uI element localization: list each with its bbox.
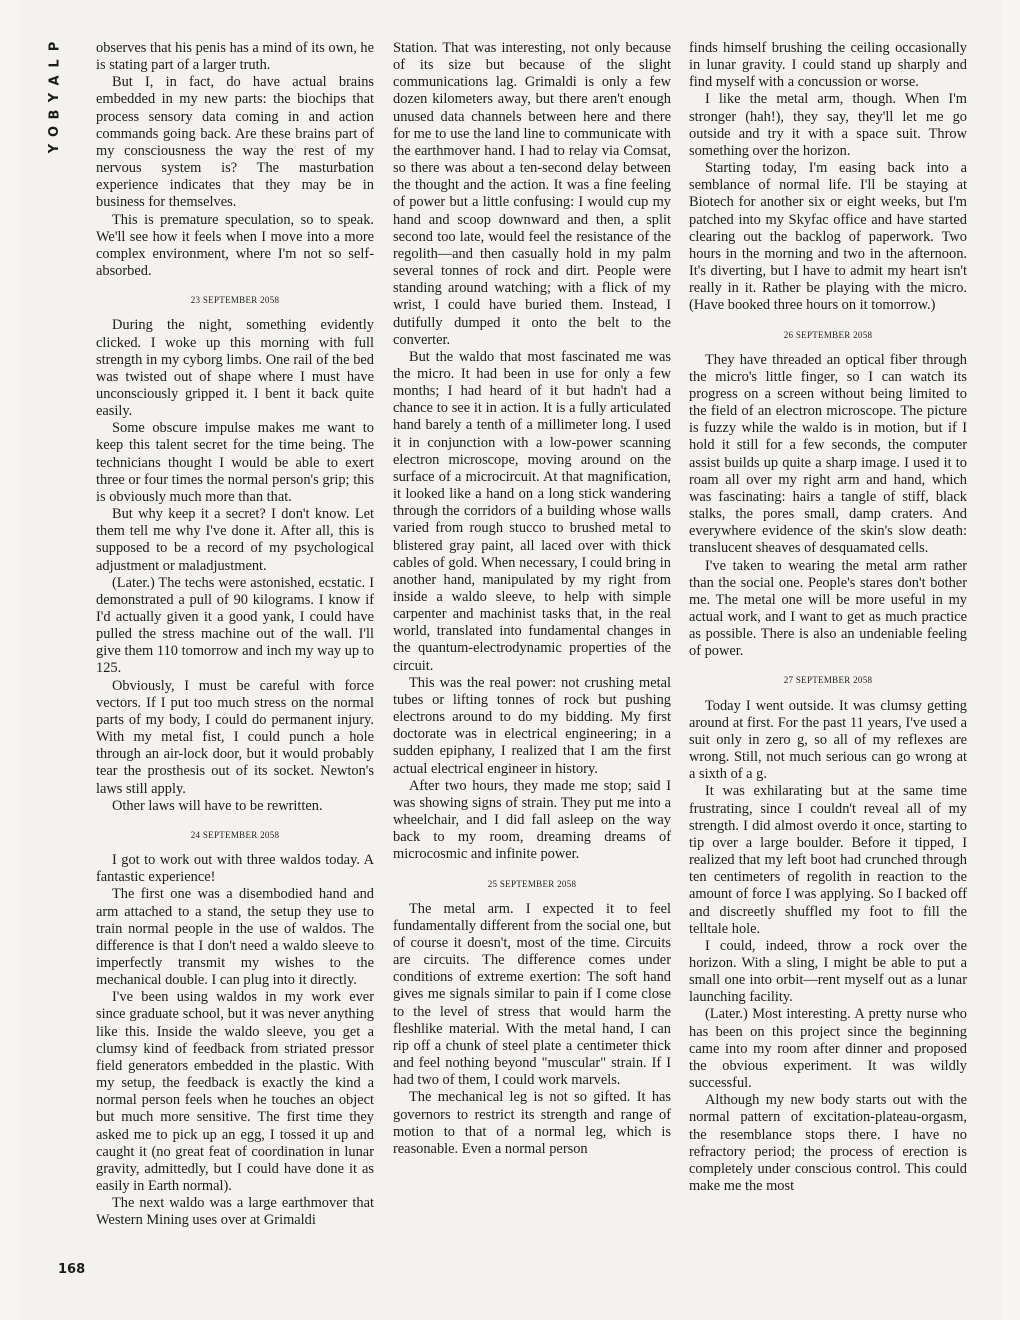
text-column-2 xyxy=(393,40,671,1158)
paragraph: They have threaded an optical fiber through the micro's little finger, so I can watch its progress on a screen without being limited to the field of an electron microscope. The picture is fuzzy while the waldo is in motion, but if I hold it still for a few seconds, the computer assist builds up quite a sharp image. I used it to roam all over my right arm and hand, which was fascinating: hairs a tangle of stiff, black stalks, the pores small, damp craters. And everywhere evidence of the skin's slow death: translucent sheaves of desquamated cells. xyxy=(689,351,967,557)
paragraph: I could, indeed, throw a rock over the horizon. With a sling, I might be able to put a small one into orbit—rent myself out as a lunar launching facility. xyxy=(689,937,967,1006)
paragraph: But the waldo that most fascinated me was the micro. It had been in use for only a few months; I had heard of it but hadn't had a chance to see it in action. It is a fully articulated hand barely a tenth of a millimeter long. I used it in conjunction with a low-power scanning electron microscope, moving around on the surface of a microcircuit. At that magnification, it looked like a hand on a long stick wandering through the corridors of a building whose walls varied from rough stucco to brushed metal to blistered gray paint, all laced over with thick cables of gold. When necessary, I could bring in another hand, manipulated by my right from inside a waldo sleeve, to help with simple carpenter and machinist tasks that, in the real world, translated into fundamental changes in the quantum-electrodynamic properties of the circuit. xyxy=(393,348,671,674)
paragraph: Obviously, I must be careful with force vectors. If I put too much stress on the normal parts of my body, I could do permanent injury. With my metal fist, I could punch a hole through an air-lock door, but it would probably tear the prosthesis out of its socket. Newton's laws still apply. xyxy=(96,677,374,797)
paragraph: The next waldo was a large earthmover that Western Mining uses over at Grimaldi xyxy=(96,1195,374,1229)
text-column-3 xyxy=(689,40,967,1195)
paragraph: After two hours, they made me stop; said I was showing signs of strain. They put me into a wheelchair, and I did fall asleep on the way back to my room, dreaming dreams of microcosmic and infinite power. xyxy=(393,777,671,863)
paragraph: But why keep it a secret? I don't know. Let them tell me why I've done it. After all, this is supposed to be a record of my psychological adjustment or maladjustment. xyxy=(96,506,374,574)
diary-date-heading: 26 SEPTEMBER 2058 xyxy=(783,329,873,340)
paragraph: I got to work out with three waldos today. A fantastic experience! xyxy=(96,852,374,886)
diary-date-heading: 24 SEPTEMBER 2058 xyxy=(190,829,280,840)
masthead xyxy=(42,38,68,157)
diary-date-heading: 25 SEPTEMBER 2058 xyxy=(487,878,577,889)
paragraph: During the night, something evidently clicked. I woke up this morning with full strength in my cyborg limbs. One rail of the bed was twisted out of shape where I must have unconsciously gripped it. I bent it back quite easily. xyxy=(96,317,374,420)
paragraph: Other laws will have to be rewritten. xyxy=(112,797,323,814)
masthead-letter: B xyxy=(47,109,63,120)
diary-date-heading: 23 SEPTEMBER 2058 xyxy=(190,295,280,306)
paragraph: observes that his penis has a mind of its own, he is stating part of a larger truth. xyxy=(96,40,374,74)
paragraph: Today I went outside. It was clumsy getting around at first. For the past 11 years, I've used a suit only in zero g, so all of my reflexes are wrong. Still, not much serious can go wrong at a sixth of a g. xyxy=(689,697,967,783)
paragraph: Some obscure impulse makes me want to keep this talent secret for the time being. The technicians thought I would be able to exert three or four times the normal person's grip; this is obviously much more than that. xyxy=(96,420,374,505)
text-column-1 xyxy=(96,40,374,1229)
masthead-letter: Y xyxy=(47,92,63,103)
paragraph: Starting today, I'm easing back into a semblance of normal life. I'll be staying at Biotech for another six or eight weeks, but I'm patched into my Skyfac office and have started clearing out the backlog of paperwork. Two hours in the morning and two in the afternoon. It's diverting, but I have to admit my heart isn't really in it. Rather be playing with the micro. (Have booked three hours on it tomorrow.) xyxy=(689,160,967,314)
magazine-page xyxy=(20,0,1002,1320)
page-number: 168 xyxy=(58,1262,86,1277)
masthead-letter: P xyxy=(47,41,63,52)
paragraph: Although my new body starts out with the normal pattern of excitation-plateau-orgasm, the resemblance stops there. I have no refractory period; the process of erection is completely under conscious control. This could make me the most xyxy=(689,1092,967,1194)
paragraph: (Later.) Most interesting. A pretty nurse who has been on this project since the beginning came into my room after dinner and proposed the obvious experiment. It was wildly successful. xyxy=(689,1006,967,1092)
paragraph: Station. That was interesting, not only because of its size but because of the slight communications lag. Grimaldi is only a few dozen kilometers away, but there aren't enough unused data channels between here and there for me to use the land line to communicate with the earthmover hand. I had to relay via Comsat, so there was about a ten-second delay between the thought and the action. It was a fine feeling of power but a little confusing: I would cup my hand and scoop downward and then, a split second too late, would feel the resistance of the regolith—and then casually hold in my palm several tonnes of rock and dirt. People were standing around watching; with a flick of my wrist, I could have buried them. Instead, I dutifully dumped it onto the belt to the converter. xyxy=(393,40,671,348)
masthead-letter: Y xyxy=(47,143,63,154)
paragraph: (Later.) The techs were astonished, ecstatic. I demonstrated a pull of 90 kilograms. I know if I'd actually given it a good yank, I could have pulled the stress machine out of the wall. I'll give them 110 tomorrow and inch my way up to 125. xyxy=(96,574,374,677)
paragraph: This was the real power: not crushing metal tubes or lifting tonnes of rock but pushing electrons around to do my bidding. My first doctorate was in electrical engineering; in a sudden epiphany, I realized that I am the first actual electrical engineer in history. xyxy=(393,674,671,777)
paragraph: I like the metal arm, though. When I'm stronger (hah!), they say, they'll let me go outside and try it with a space suit. Throw something over the horizon. xyxy=(689,91,967,159)
paragraph: The mechanical leg is not so gifted. It has governors to restrict its strength and range of motion to that of a normal leg, which is reasonable. Even a normal person xyxy=(393,1089,671,1157)
paragraph: finds himself brushing the ceiling occasionally in lunar gravity. I could stand up sharply and find myself with a concussion or worse. xyxy=(689,40,967,91)
paragraph: I've taken to wearing the metal arm rather than the social one. People's stares don't bother me. The metal one will be more useful in my actual work, and I want to get as much practice as possible. There is also an undeniable feeling of power. xyxy=(689,557,967,660)
paragraph: But I, in fact, do have actual brains embedded in my new parts: the biochips that process sensory data coming in and action commands going back. Are these brains part of my consciousness the way the rest of my nervous system is? The masturbation experience indicates that they may be in business for themselves. xyxy=(96,74,374,211)
masthead-letter: A xyxy=(47,75,63,86)
paragraph: The metal arm. I expected it to feel fundamentally different from the social one, but of course it doesn't, most of the time. Circuits are circuits. The difference comes under conditions of extreme exertion: The soft hand gives me signals similar to pain if I come close to the level of stress that would harm the fleshlike material. With the metal hand, I can rip off a chunk of steel plate a centimeter thick and feel nothing beyond "muscular" strain. If I had two of them, I could work marvels. xyxy=(393,900,671,1089)
paragraph: The first one was a disembodied hand and arm attached to a stand, the setup they use to train normal people in the use of waldos. The difference is that I don't need a waldo sleeve to imperfectly transmit my wishes to the mechanical double. I can plug into it directly. xyxy=(96,886,374,989)
diary-date-heading: 27 SEPTEMBER 2058 xyxy=(783,675,873,686)
paragraph: It was exhilarating but at the same time frustrating, since I couldn't reveal all of my strength. I did almost overdo it once, starting to tip over a large boulder. Before it tipped, I realized that my left boot had crunched through ten centimeters of regolith in reaction to the amount of force I was applying. So I backed off and discreetly shuffled my foot to fill the telltale hole. xyxy=(689,783,967,937)
paragraph: This is premature speculation, so to speak. We'll see how it feels when I move into a more complex environment, where I'm not so self-absorbed. xyxy=(96,211,374,280)
masthead-letter: L xyxy=(47,59,63,68)
masthead-letter: O xyxy=(47,125,63,138)
paragraph: I've been using waldos in my work ever since graduate school, but it was never anything like this. Inside the waldo sleeve, you get a clumsy kind of feedback from striated pressor field generators embedded in the plastic. With my setup, the feedback is exactly the kind a normal person feels when he touches an object but much more sensitive. The first time they asked me to pick up an egg, I tossed it up and caught it (no great feat of coordination in lunar gravity, admittedly, but I could have done it as easily in Earth normal). xyxy=(96,989,374,1194)
